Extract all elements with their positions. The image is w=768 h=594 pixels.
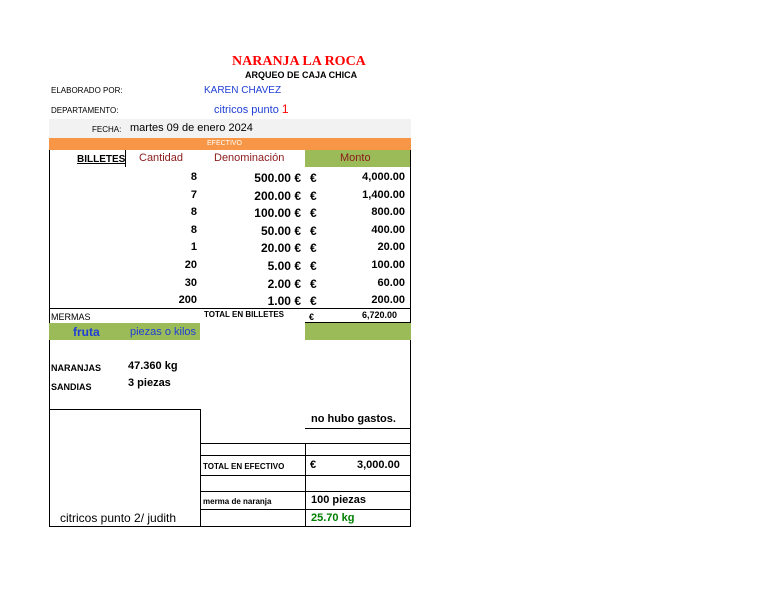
billetes-header: BILLETES: [77, 154, 126, 165]
row-monto: 60.00: [377, 277, 405, 289]
denominacion-header: Denominación: [214, 152, 285, 164]
row-monto: 20.00: [377, 241, 405, 253]
row-currency: €: [310, 241, 317, 255]
row-currency: €: [310, 277, 317, 291]
merma-item-sandias-value: 3 piezas: [128, 377, 171, 389]
row-monto: 4,000.00: [362, 171, 405, 183]
merma-item-naranjas-name: NARANJAS: [51, 363, 102, 373]
row-currency: €: [310, 206, 317, 220]
department-label: DEPARTAMENTO:: [51, 106, 119, 115]
department-number: 1: [281, 102, 289, 116]
row-line-5: [200, 491, 411, 492]
merma-naranja-piezas: 100 piezas: [311, 494, 367, 506]
row-denominacion: 200.00 €: [254, 189, 301, 203]
row-denominacion: 500.00 €: [254, 171, 301, 185]
row-currency: €: [310, 189, 317, 203]
cantidad-header: Cantidad: [139, 152, 184, 164]
row-denominacion: 100.00 €: [254, 206, 301, 220]
row-cantidad: 8: [190, 224, 197, 236]
department-value: [214, 103, 289, 116]
row-monto: 400.00: [371, 224, 405, 236]
row-cantidad: 8: [190, 171, 197, 183]
bottom-border: [49, 526, 411, 527]
mermas-label: MERMAS: [51, 312, 91, 322]
row-denominacion: 2.00 €: [267, 277, 301, 291]
row-cantidad: 30: [184, 277, 197, 289]
row-currency: €: [310, 294, 317, 308]
row-line-3: [200, 455, 411, 456]
merma-item-naranjas-value: 47.360 kg: [128, 360, 178, 372]
page-subtitle: ARQUEO DE CAJA CHICA: [245, 70, 358, 80]
department-name: citricos punto: [214, 104, 279, 116]
fruta-bar-right: [305, 323, 411, 340]
row-line-6: [200, 509, 411, 510]
lower-box-top-line: [49, 409, 200, 410]
prepared-by-value: KAREN CHAVEZ: [204, 85, 282, 96]
total-efectivo-value: 3,000.00: [357, 459, 400, 471]
row-denominacion: 20.00 €: [260, 241, 301, 255]
date-value: martes 09 de enero 2024: [130, 122, 253, 134]
merma-item-sandias-name: SANDIAS: [51, 382, 92, 392]
prepared-by-label: ELABORADO POR:: [51, 86, 123, 95]
merma-naranja-label: merma de naranja: [203, 497, 272, 506]
page-title: NARANJA LA ROCA: [232, 54, 366, 69]
date-label: FECHA:: [92, 125, 122, 134]
row-currency: €: [310, 224, 317, 238]
row-cantidad: 8: [190, 206, 197, 218]
fruta-label: fruta: [73, 325, 100, 339]
monto-header: Monto: [340, 152, 371, 164]
no-gastos-underline: [305, 428, 411, 429]
row-line-4: [200, 475, 411, 476]
row-currency: €: [310, 171, 317, 185]
total-billetes-value: 6,720.00: [362, 310, 398, 320]
merma-naranja-kg: 25.70 kg: [311, 512, 355, 524]
footer-note: citricos punto 2/ judith: [60, 511, 177, 525]
total-billetes-label: TOTAL EN BILLETES: [204, 310, 285, 319]
piezas-label: piezas o kilos: [130, 326, 197, 338]
row-monto: 1,400.00: [362, 189, 405, 201]
total-efectivo-currency: €: [310, 459, 317, 471]
billetes-divider: [125, 150, 126, 167]
row-cantidad: 1: [190, 241, 197, 253]
row-monto: 200.00: [371, 294, 405, 306]
row-denominacion: 5.00 €: [267, 259, 301, 273]
total-efectivo-label: TOTAL EN EFECTIVO: [203, 462, 285, 471]
section-label: EFECTIVO: [207, 140, 243, 147]
row-cantidad: 20: [184, 259, 197, 271]
row-cantidad: 200: [178, 294, 197, 306]
no-gastos-text: no hubo gastos.: [311, 413, 396, 425]
row-monto: 100.00: [371, 259, 405, 271]
row-monto: 800.00: [371, 206, 405, 218]
row-denominacion: 1.00 €: [267, 294, 301, 308]
mermas-top-line: [49, 308, 411, 309]
row-cantidad: 7: [190, 189, 197, 201]
total-billetes-currency: €: [309, 312, 315, 322]
row-currency: €: [310, 259, 317, 273]
row-denominacion: 50.00 €: [260, 224, 301, 238]
